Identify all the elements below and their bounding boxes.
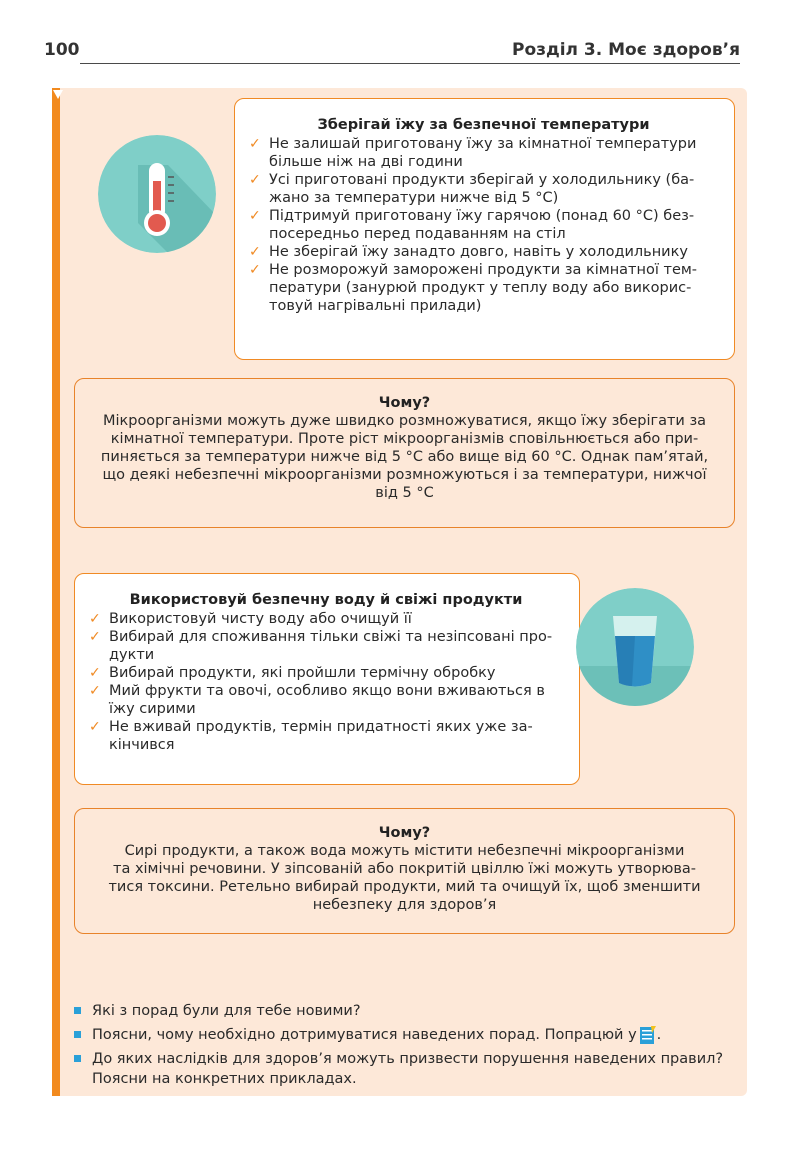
question-item (72, 1001, 742, 1021)
tip-list (247, 135, 720, 315)
header-rule (80, 63, 740, 64)
checkmark-icon: ✓ (249, 172, 261, 188)
checkmark-icon: ✓ (249, 262, 261, 278)
tip-item-line: Мий фрукти та овочі, особливо якщо вони вживаються в (109, 683, 545, 699)
why-text (85, 842, 724, 914)
why-box-water (74, 808, 735, 934)
why-text (85, 412, 724, 502)
tip-item (87, 628, 565, 664)
tip-item (87, 610, 565, 628)
tip-item-line: Вибирай продукти, які пройшли термічну обробку (109, 665, 496, 681)
tip-item-line: Підтримуй приготовану їжу гарячою (понад 60 °С) без- (269, 208, 695, 224)
tip-item-line: Не вживай продуктів, термін придатності яких уже за- (109, 719, 533, 735)
tip-item (87, 664, 565, 682)
tip-item-line: посередньо перед подаванням на стіл (269, 226, 566, 242)
tip-item-line: ператури (занурюй продукт у теплу воду або викорис- (269, 280, 692, 296)
why-text-line: та хімічні речовини. У зіпсованій або покритій цвіллю їжі можуть утворюва- (113, 861, 696, 877)
page-number: 100 (44, 40, 80, 60)
panel-accent-bar (52, 88, 60, 1096)
card-title: Використовуй безпечну воду й свіжі продукти (129, 592, 523, 608)
tip-card-water (74, 573, 580, 785)
tip-item (247, 243, 720, 261)
question-line: Які з порад були для тебе новими? (92, 1003, 361, 1019)
tip-item-line: їжу сирими (109, 701, 196, 717)
thermometer-icon (98, 135, 216, 253)
checkmark-icon: ✓ (249, 136, 261, 152)
card-title: Зберігай їжу за безпечної температури (317, 117, 650, 133)
checkmark-icon: ✓ (89, 683, 101, 699)
why-text-line: Сирі продукти, а також вода можуть містити небезпечні мікроорганізми (124, 843, 685, 859)
checkmark-icon: ✓ (89, 665, 101, 681)
tip-item-line: більше ніж на дві години (269, 154, 463, 170)
tip-item (87, 682, 565, 718)
why-text-line: кімнатної температури. Проте ріст мікроорганізмів сповільнюється або при- (110, 431, 699, 447)
checkmark-icon: ✓ (89, 611, 101, 627)
tip-item (87, 718, 565, 754)
tip-item-line: жано за температури нижче від 5 °С) (269, 190, 559, 206)
tip-item (247, 171, 720, 207)
tip-item (247, 261, 720, 315)
why-text-line: від 5 °С (375, 485, 434, 501)
page-header (44, 38, 740, 66)
question-line: Поясни на конкретних прикладах. (92, 1071, 357, 1087)
tip-item-line: Вибирай для споживання тільки свіжі та незіпсовані про- (109, 629, 553, 645)
why-title: Чому? (378, 825, 431, 841)
question-list (72, 1001, 742, 1093)
tip-item-line: Використовуй чисту воду або очищуй її (109, 611, 412, 627)
tip-item-line: дукти (109, 647, 155, 663)
tip-list (87, 610, 565, 754)
why-text-line: небезпеку для здоров’я (312, 897, 497, 913)
why-text-line: Мікроорганізми можуть дуже швидко розмножуватися, якщо їжу зберігати за (102, 413, 707, 429)
question-line: Поясни, чому необхідно дотримуватися наведених порад. Попрацюй у (92, 1027, 637, 1043)
square-bullet-icon (74, 1007, 81, 1014)
square-bullet-icon (74, 1055, 81, 1062)
question-item: Поясни, чому необхідно дотримуватися наведених порад. Попрацюй у . (72, 1025, 742, 1045)
why-text-line: пиняється за температури нижче від 5 °С або вище від 60 °С. Однак пам’ятай, (100, 449, 709, 465)
section-title: Розділ 3. Моє здоров’я (511, 40, 740, 60)
question-line: До яких наслідків для здоров’я можуть призвести порушення наведених правил? (92, 1051, 724, 1067)
tip-item-line: товуй нагрівальні прилади) (269, 298, 482, 314)
why-text-line: тися токсини. Ретельно вибирай продукти, мий та очищуй їх, щоб зменшити (108, 879, 701, 895)
why-title: Чому? (378, 395, 431, 411)
tip-item-line: Не зберігай їжу занадто довго, навіть у холодильнику (269, 244, 688, 260)
why-text-line: що деякі небезпечні мікроорганізми розмножуються і за температури, нижчої (102, 467, 707, 483)
panel-corner-marker (53, 90, 63, 99)
checkmark-icon: ✓ (249, 244, 261, 260)
why-box-temperature (74, 378, 735, 528)
checkmark-icon: ✓ (89, 719, 101, 735)
glass-of-water-icon (576, 588, 694, 706)
tip-card-temperature (234, 98, 735, 360)
workbook-icon (639, 1025, 657, 1045)
tip-item (247, 207, 720, 243)
square-bullet-icon (74, 1031, 81, 1038)
checkmark-icon: ✓ (89, 629, 101, 645)
tip-item (247, 135, 720, 171)
tip-item-line: Не розморожуй заморожені продукти за кімнатної тем- (269, 262, 698, 278)
tip-item-line: кінчився (109, 737, 175, 753)
tip-item-line: Усі приготовані продукти зберігай у холодильнику (ба- (269, 172, 695, 188)
tip-item-line: Не залишай приготовану їжу за кімнатної температури (269, 136, 697, 152)
checkmark-icon: ✓ (249, 208, 261, 224)
question-item (72, 1049, 742, 1089)
